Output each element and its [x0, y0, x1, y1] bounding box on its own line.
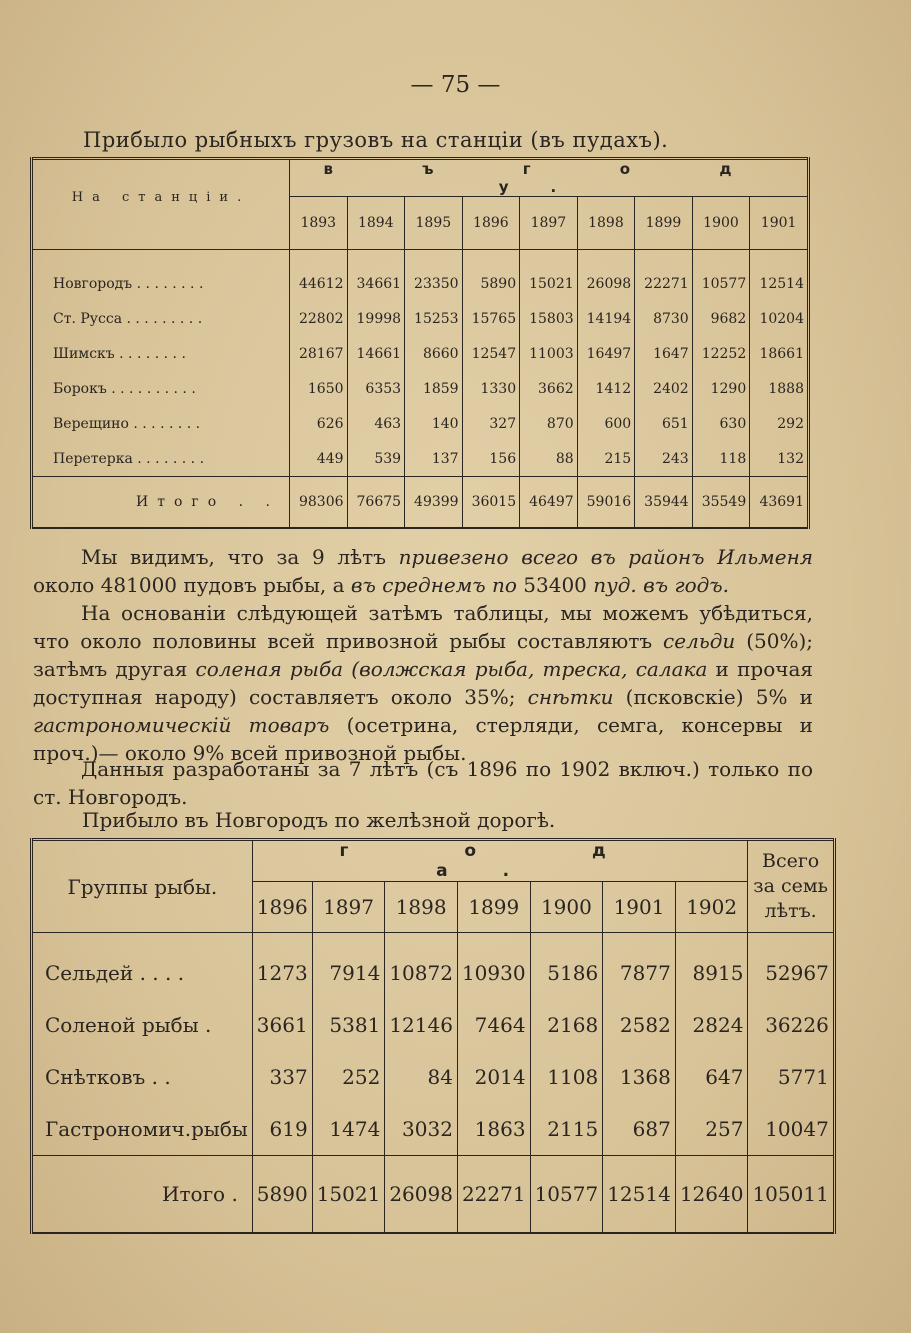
station-name: Новгородъ . . . . . . . . [32, 266, 290, 301]
table-row [32, 999, 835, 1051]
table-cell: 12146 [385, 999, 458, 1051]
fish-group-name: Гастрономич.рыбы [32, 1103, 253, 1156]
table-cell: 22802 [290, 301, 348, 336]
year-header: 1902 [675, 882, 748, 933]
table-cell: 7914 [312, 947, 385, 999]
table-cell: 3661 [252, 999, 312, 1051]
year-header: 1901 [603, 882, 676, 933]
table-cell: 28167 [290, 336, 348, 371]
table-cell: 1863 [457, 1103, 530, 1156]
table-cell: 1368 [603, 1051, 676, 1103]
year-header: 1899 [457, 882, 530, 933]
table-cell: 327 [462, 406, 520, 441]
table-cell: 647 [675, 1051, 748, 1103]
total-cell: 105011 [748, 1156, 834, 1234]
table-row [32, 947, 835, 999]
station-name: Перетерка . . . . . . . . [32, 441, 290, 477]
table-cell: 118 [692, 441, 750, 477]
total-cell: 35549 [692, 477, 750, 529]
table-cell: 1330 [462, 371, 520, 406]
year-header: 1895 [405, 197, 463, 250]
table-cell: 651 [635, 406, 693, 441]
years-header: г о д а. [252, 840, 748, 882]
year-header: 1898 [577, 197, 635, 250]
total-cell: 36015 [462, 477, 520, 529]
total-cell: 43691 [750, 477, 809, 529]
table-cell: 3662 [520, 371, 578, 406]
table-cell: 1474 [312, 1103, 385, 1156]
table-cell: 10872 [385, 947, 458, 999]
table-cell: 6353 [347, 371, 405, 406]
table-cell: 1859 [405, 371, 463, 406]
groups-header: Группы рыбы. [32, 840, 253, 933]
table-cell: 156 [462, 441, 520, 477]
paragraph-1 [33, 543, 813, 599]
table-cell: 2402 [635, 371, 693, 406]
total-cell: 12514 [603, 1156, 676, 1234]
station-name: Ст. Русса . . . . . . . . . [32, 301, 290, 336]
total-label: Итого . [32, 1156, 253, 1234]
table-cell: 34661 [347, 266, 405, 301]
table-cell: 8730 [635, 301, 693, 336]
table-cell: 292 [750, 406, 809, 441]
table-cell: 10930 [457, 947, 530, 999]
total-cell: 59016 [577, 477, 635, 529]
italic-span: въ среднемъ по [350, 573, 517, 597]
fish-group-name: Сельдей . . . . [32, 947, 253, 999]
table-cell: 3032 [385, 1103, 458, 1156]
total-cell: 5890 [252, 1156, 312, 1234]
year-header: 1898 [385, 882, 458, 933]
table-row [32, 301, 809, 336]
station-name: Верещино . . . . . . . . [32, 406, 290, 441]
table1-caption: Прибыло рыбныхъ грузовъ на станціи (въ пудахъ). [83, 128, 669, 152]
table-cell: 630 [692, 406, 750, 441]
table-cell: 10204 [750, 301, 809, 336]
station-header: На станціи. [32, 159, 290, 250]
table-cell: 600 [577, 406, 635, 441]
total-cell: 98306 [290, 477, 348, 529]
table-cell: 15803 [520, 301, 578, 336]
table-cell: 44612 [290, 266, 348, 301]
year-header: 1897 [312, 882, 385, 933]
table-cell: 18661 [750, 336, 809, 371]
table-cell: 619 [252, 1103, 312, 1156]
paragraph-3: Данныя разработаны за 7 лѣтъ (съ 1896 по 1902 включ.) только по ст. Новгородъ. [33, 757, 813, 809]
table-cell: 15253 [405, 301, 463, 336]
table-cell: 26098 [577, 266, 635, 301]
table-cell: 52967 [748, 947, 834, 999]
table-cell: 5186 [530, 947, 603, 999]
table-cell: 252 [312, 1051, 385, 1103]
table-cell: 14661 [347, 336, 405, 371]
table-cell: 10047 [748, 1103, 834, 1156]
text-span: Мы видимъ, что за 9 лѣтъ [81, 545, 399, 569]
table-novgorod-groups [30, 838, 836, 1234]
table-cell: 9682 [692, 301, 750, 336]
table-cell: 1647 [635, 336, 693, 371]
italic-span: привезено всего въ районъ Ильменя [398, 545, 813, 569]
table-cell: 137 [405, 441, 463, 477]
table-cell: 84 [385, 1051, 458, 1103]
table2-caption: Прибыло въ Новгородъ по желѣзной дорогѣ. [82, 808, 556, 832]
station-name: Борокъ . . . . . . . . . . [32, 371, 290, 406]
italic-span: соленая рыба (волжская рыба, треска, салака [195, 657, 708, 681]
table-cell: 88 [520, 441, 578, 477]
paragraph-2 [33, 599, 813, 767]
total-cell: 49399 [405, 477, 463, 529]
table-cell: 1412 [577, 371, 635, 406]
table-cell: 36226 [748, 999, 834, 1051]
italic-span: снѣтки [527, 685, 614, 709]
text-span: и прочая доступная народу) составляетъ около 35%; [33, 657, 814, 709]
table-cell: 132 [750, 441, 809, 477]
table-cell: 257 [675, 1103, 748, 1156]
text-span: около 481000 пудовъ рыбы, а [33, 573, 351, 597]
table-cell: 16497 [577, 336, 635, 371]
table-cell: 14194 [577, 301, 635, 336]
table-cell: 2014 [457, 1051, 530, 1103]
table-cell: 243 [635, 441, 693, 477]
fish-group-name: Снѣтковъ . . [32, 1051, 253, 1103]
table-station-cargo [30, 157, 810, 529]
table-row [32, 1103, 835, 1156]
table-cell: 626 [290, 406, 348, 441]
total-cell: 10577 [530, 1156, 603, 1234]
table-cell: 1650 [290, 371, 348, 406]
year-header: 1901 [750, 197, 809, 250]
year-header: 1900 [530, 882, 603, 933]
italic-span: пуд. въ годъ. [593, 573, 729, 597]
table-cell: 1888 [750, 371, 809, 406]
year-header: 1899 [635, 197, 693, 250]
table-cell: 463 [347, 406, 405, 441]
table-row [32, 371, 809, 406]
italic-span: гастрономическій товаръ [33, 713, 330, 737]
total-cell: 76675 [347, 477, 405, 529]
year-header: 1893 [290, 197, 348, 250]
page-number: — 75 — [410, 72, 501, 98]
station-name: Шимскъ . . . . . . . . [32, 336, 290, 371]
table-cell: 1290 [692, 371, 750, 406]
table-cell: 7464 [457, 999, 530, 1051]
table-cell: 539 [347, 441, 405, 477]
table-row [32, 406, 809, 441]
table-cell: 1108 [530, 1051, 603, 1103]
total-cell: 26098 [385, 1156, 458, 1234]
table-cell: 12252 [692, 336, 750, 371]
seven-year-total-header: Всего за семь лѣтъ. [748, 840, 834, 933]
text-span: (50%); затѣмъ другая [33, 629, 813, 681]
table-cell: 8915 [675, 947, 748, 999]
table-cell: 15765 [462, 301, 520, 336]
total-cell: 35944 [635, 477, 693, 529]
year-header: 1894 [347, 197, 405, 250]
table-cell: 12547 [462, 336, 520, 371]
table-cell: 22271 [635, 266, 693, 301]
text-span: (осетрина, стерляди, семга, консервы и проч.)— около 9% всей привозной рыбы. [33, 713, 813, 765]
table-cell: 2168 [530, 999, 603, 1051]
total-cell: 46497 [520, 477, 578, 529]
table-cell: 15021 [520, 266, 578, 301]
table-cell: 8660 [405, 336, 463, 371]
table-cell: 1273 [252, 947, 312, 999]
text-span: (псковскіе) 5% и [613, 685, 813, 709]
table-cell: 449 [290, 441, 348, 477]
total-label: Итого . . [32, 477, 290, 529]
table-row [32, 336, 809, 371]
table-cell: 5381 [312, 999, 385, 1051]
table-cell: 5771 [748, 1051, 834, 1103]
table-cell: 11003 [520, 336, 578, 371]
table-cell: 687 [603, 1103, 676, 1156]
table-cell: 2115 [530, 1103, 603, 1156]
year-header: 1897 [520, 197, 578, 250]
table-cell: 5890 [462, 266, 520, 301]
table-cell: 19998 [347, 301, 405, 336]
table-cell: 10577 [692, 266, 750, 301]
total-cell: 12640 [675, 1156, 748, 1234]
total-cell: 15021 [312, 1156, 385, 1234]
table-row [32, 266, 809, 301]
year-header: 1896 [462, 197, 520, 250]
table-row [32, 441, 809, 477]
year-header: 1896 [252, 882, 312, 933]
italic-span: сельди [663, 629, 736, 653]
table-cell: 2582 [603, 999, 676, 1051]
table-cell: 7877 [603, 947, 676, 999]
fish-group-name: Соленой рыбы . [32, 999, 253, 1051]
table-cell: 140 [405, 406, 463, 441]
table-cell: 215 [577, 441, 635, 477]
table-cell: 870 [520, 406, 578, 441]
year-group-header: в ъ г о д у. [290, 159, 809, 197]
year-header: 1900 [692, 197, 750, 250]
table-cell: 12514 [750, 266, 809, 301]
text-span: 53400 [516, 573, 594, 597]
text-span: На основаніи слѣдующей затѣмъ таблицы, мы можемъ убѣдиться, что около половины всей привозной рыбы составляютъ [33, 601, 813, 653]
table-cell: 23350 [405, 266, 463, 301]
table-row [32, 1051, 835, 1103]
table-cell: 2824 [675, 999, 748, 1051]
total-cell: 22271 [457, 1156, 530, 1234]
table-cell: 337 [252, 1051, 312, 1103]
